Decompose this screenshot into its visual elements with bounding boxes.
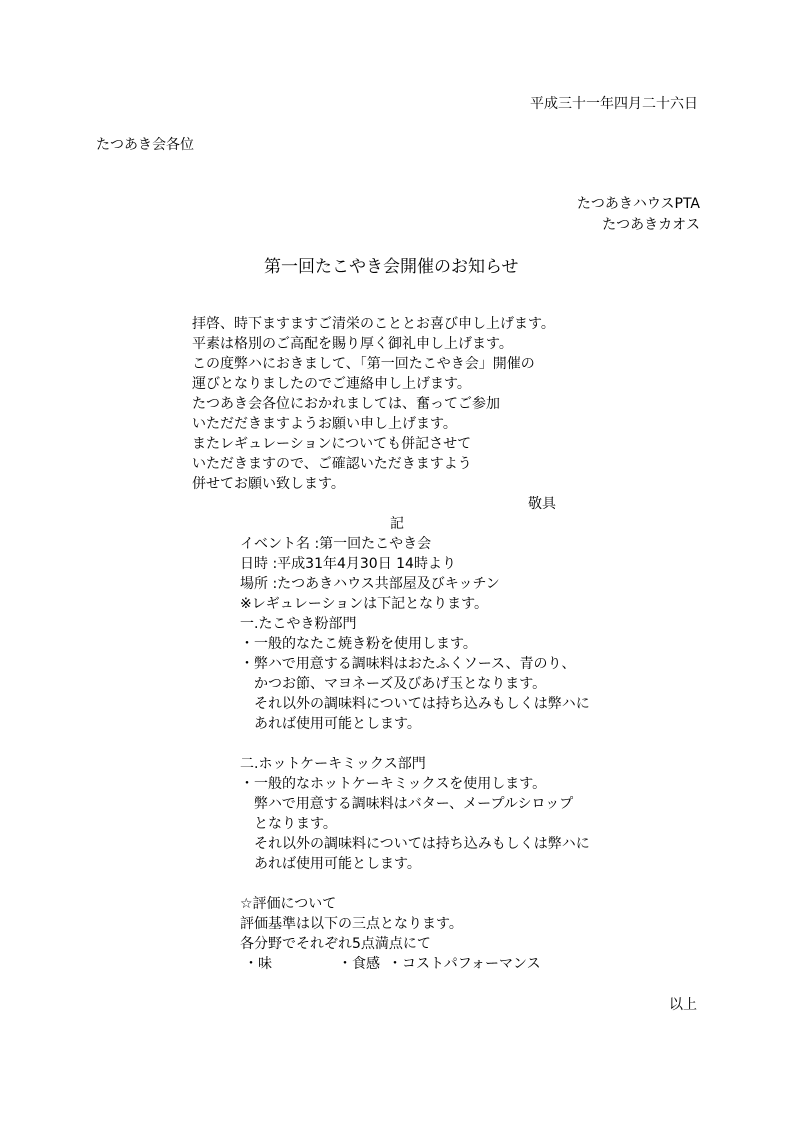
section1-line: それ以外の調味料については持ち込みもしくは弊ハに (240, 696, 590, 712)
section1-line: ・一般的なたこ焼き粉を使用します。 (240, 636, 477, 652)
criterion-texture: ・食感 (338, 956, 380, 972)
evaluation-heading: ☆評価について (240, 896, 337, 912)
spacer (240, 734, 590, 754)
section1-line: あれば使用可能とします。 (240, 716, 421, 732)
section2-heading: 二.ホットケーキミックス部門 (240, 756, 426, 772)
closing: 以上 (669, 997, 697, 1013)
greeting-line: いただきますので、ご確認いただきますよう (192, 456, 472, 472)
section2-line: それ以外の調味料については持ち込みもしくは弊ハに (240, 836, 590, 852)
evaluation-line: 評価基準は以下の三点となります。 (240, 916, 463, 932)
greeting-line: 併せてお願い致します。 (192, 476, 345, 492)
event-place: 場所 :たつあきハウス共部屋及びキッチン (240, 576, 500, 592)
event-name: イベント名 :第一回たこやき会 (240, 536, 432, 552)
greeting-line: 運びとなりましたのでご連絡申し上げます。 (192, 376, 471, 392)
greeting-line: いただだきますようお願い申し上げます。 (192, 416, 457, 432)
spacer (240, 874, 590, 894)
greeting-line: この度弊ハにおきまして、「第一回たこやき会」開催の (192, 356, 535, 372)
details-section (240, 534, 590, 974)
evaluation-line: 各分野でそれぞれ5点満点にて (240, 936, 431, 952)
section2-line: ・一般的なホットケーキミックスを使用します。 (240, 776, 547, 792)
section2-line: 弊ハで用意する調味料はバター、メープルシロップ (240, 796, 574, 812)
criterion-taste: ・味 (244, 956, 272, 972)
document-title: 第一回たこやき会開催のお知らせ (264, 257, 519, 277)
greeting-line: またレギュレーションについても併記させて (192, 436, 472, 452)
document-date: 平成三十一年四月二十六日 (530, 96, 698, 112)
greeting-line: たつあき会各位におかれましては、奮ってご参加 (192, 396, 500, 412)
greeting-line: 拝啓、時下ますますご清栄のこととお喜び申し上げます。 (192, 316, 555, 332)
section1-line: ・弊ハで用意する調味料はおたふくソース、青のり、 (240, 656, 576, 672)
keigu: 敬具 (528, 496, 556, 512)
section1-heading: 一.たこやき粉部門 (240, 616, 357, 632)
criterion-cost-performance: ・コストパフォーマンス (388, 956, 541, 972)
section1-line: かつお節、マヨネーズ及びあげ玉となります。 (240, 676, 547, 692)
event-datetime: 日時 :平成31年4月30日 14時より (240, 556, 456, 572)
greeting-line: 平素は格別のご高配を賜り厚く御礼申し上げます。 (192, 336, 513, 352)
criteria-row (240, 954, 590, 974)
regulation-note: ※レギュレーションは下記となります。 (240, 596, 489, 612)
sender-org: たつあきハウスPTA (576, 196, 700, 212)
section2-line: となります。 (240, 816, 337, 832)
addressee: たつあき会各位 (96, 137, 194, 153)
section2-line: あれば使用可能とします。 (240, 856, 421, 872)
greeting-paragraph (192, 314, 555, 494)
ki-marker: 記 (390, 516, 404, 532)
sender-name: たつあきカオス (602, 217, 700, 233)
